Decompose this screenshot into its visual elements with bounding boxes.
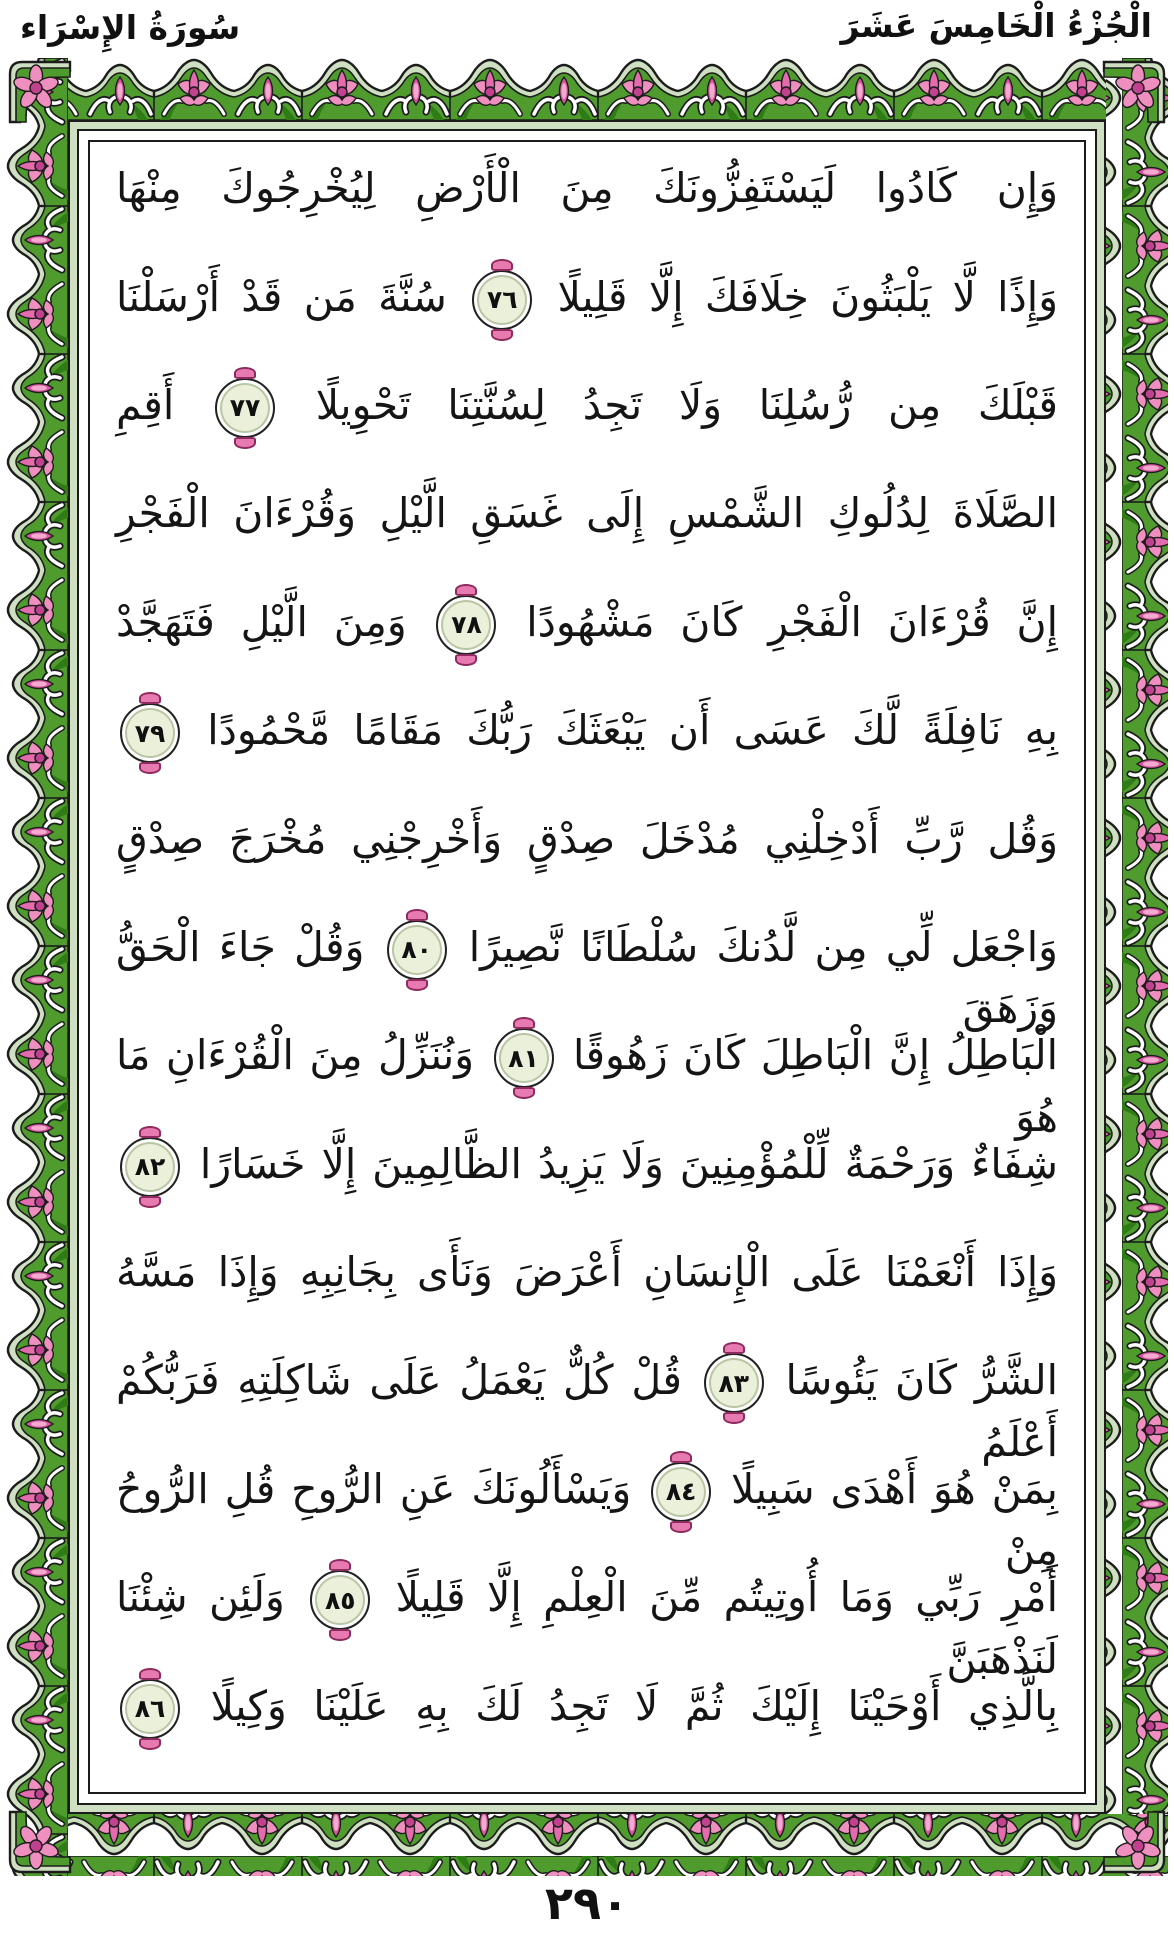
verse-number: ٨٠ [401,935,432,965]
verse-text: شِفَاءٌ وَرَحْمَةٌ لِّلْمُؤْمِنِينَ وَلَا يَزِيدُ الظَّالِمِينَ إِلَّا خَسَارًا [199,1139,1058,1188]
verse-text: وَيَسْأَلُونَكَ عَنِ الرُّوحِ قُلِ الرُّوحُ مِنْ [116,1464,1058,1575]
verse-text: وَإِن كَادُوا لَيَسْتَفِزُّونَكَ مِنَ الْأَرْضِ لِيُخْرِجُوكَ مِنْهَا [116,164,1058,213]
verse-text: الْبَاطِلُ إِنَّ الْبَاطِلَ كَانَ زَهُوقًا [572,1031,1058,1080]
verse-text: بِهِ نَافِلَةً لَّكَ عَسَى أَن يَبْعَثَكَ رَبُّكَ مَقَامًا مَّحْمُودًا [207,706,1058,755]
verse-text: وَمِنَ الَّيْلِ فَتَهَجَّدْ [116,597,407,646]
verse-text: بِمَنْ هُوَ أَهْدَى سَبِيلًا [731,1464,1058,1513]
verse-text: وَقُل رَّبِّ أَدْخِلْنِي مُدْخَلَ صِدْقٍ وَأَخْرِجْنِي مُخْرَجَ صِدْقٍ [116,814,1058,863]
verse-text: سُنَّةَ مَن قَدْ أَرْسَلْنَا [116,272,447,321]
verse-number: ٨٣ [718,1368,749,1398]
verse-text: وَإِذًا لَّا يَلْبَثُونَ خِلَافَكَ إِلَّا قَلِيلًا [557,272,1058,321]
quran-line-5 [116,592,1058,696]
page-number: ٢٩٠ [544,1876,630,1930]
quran-line-7 [116,809,1058,913]
verse-text: قُلْ كُلٌّ يَعْمَلُ عَلَى شَاكِلَتِهِ فَرَبُّكُمْ أَعْلَمُ [116,1356,1058,1466]
verse-text: وَاجْعَل لِّي مِن لَّدُنكَ سُلْطَانًا نَّصِيرًا [468,922,1058,971]
verse-text: أَقِمِ [116,380,175,429]
verse-end-medallion [704,1353,764,1413]
verse-number: ٧٧ [229,393,261,423]
verse-end-medallion [387,920,447,980]
quran-text-area [88,140,1086,1794]
quran-line-15 [116,1676,1058,1780]
verse-end-medallion [120,1679,180,1739]
verse-end-medallion [436,595,496,655]
verse-text: وَلَئِن شِئْنَا لَنَذْهَبَنَّ [116,1573,1058,1683]
verse-text: وَقُلْ جَاءَ الْحَقُّ وَزَهَقَ [116,922,1058,1033]
verse-end-medallion [215,378,275,438]
page-header [0,0,1174,58]
verse-number: ٨٥ [324,1585,356,1615]
inner-frame-trim [68,120,1106,1814]
quran-line-12 [116,1350,1058,1466]
verse-end-medallion [120,703,180,763]
verse-number: ٨٦ [134,1694,166,1724]
verse-text: وَنُنَزِّلُ مِنَ الْقُرْءَانِ مَا هُوَ [116,1031,1058,1141]
quran-line-8 [116,917,1058,1033]
verse-number: ٧٩ [134,718,166,748]
verse-number: ٧٨ [451,610,482,640]
verse-text: أَمْرِ رَبِّي وَمَا أُوتِيتُم مِّنَ الْعِلْمِ إِلَّا قَلِيلًا [395,1573,1058,1622]
verse-number: ٨٢ [134,1152,166,1182]
verse-end-medallion [472,270,532,330]
verse-number: ٨٤ [665,1477,697,1507]
quran-line-14 [116,1567,1058,1683]
verse-text: إِنَّ قُرْءَانَ الْفَجْرِ كَانَ مَشْهُودًا [526,597,1058,646]
inner-frame-gap [77,129,1097,1805]
verse-text: قَبْلَكَ مِن رُّسُلِنَا وَلَا تَجِدُ لِسُنَّتِنَا تَحْوِيلًا [315,380,1058,429]
verse-end-medallion [120,1137,180,1197]
quran-line-4 [116,483,1058,587]
verse-number: ٧٦ [486,285,518,315]
surah-title: سُورَةُ الإِسْرَاء [20,8,241,47]
quran-line-2 [116,267,1058,371]
quran-line-13 [116,1459,1058,1575]
verse-number: ٨١ [508,1043,539,1073]
quran-line-11 [116,1242,1058,1346]
quran-line-10 [116,1134,1058,1238]
verse-text: الشَّرُّ كَانَ يَئُوسًا [785,1356,1058,1405]
verse-text: بِالَّذِي أَوْحَيْنَا إِلَيْكَ ثُمَّ لَا تَجِدُ لَكَ بِهِ عَلَيْنَا وَكِيلًا [210,1681,1058,1730]
decorative-border-frame [6,58,1168,1876]
quran-line-3 [116,375,1058,479]
verse-end-medallion [310,1570,370,1630]
verse-text: الصَّلَاةَ لِدُلُوكِ الشَّمْسِ إِلَى غَسَقِ الَّيْلِ وَقُرْءَانَ الْفَجْرِ [116,489,1058,538]
verse-end-medallion [651,1462,711,1522]
juz-title: الْجُزْءُ الْخَامِسَ عَشَرَ [840,6,1152,45]
verse-end-medallion [494,1028,554,1088]
quran-line-1 [116,158,1058,262]
quran-line-6 [116,700,1058,804]
quran-line-9 [116,1025,1058,1141]
verse-text: وَإِذَا أَنْعَمْنَا عَلَى الْإِنسَانِ أَعْرَضَ وَنَأَى بِجَانِبِهِ وَإِذَا مَسَّهُ [116,1248,1058,1297]
